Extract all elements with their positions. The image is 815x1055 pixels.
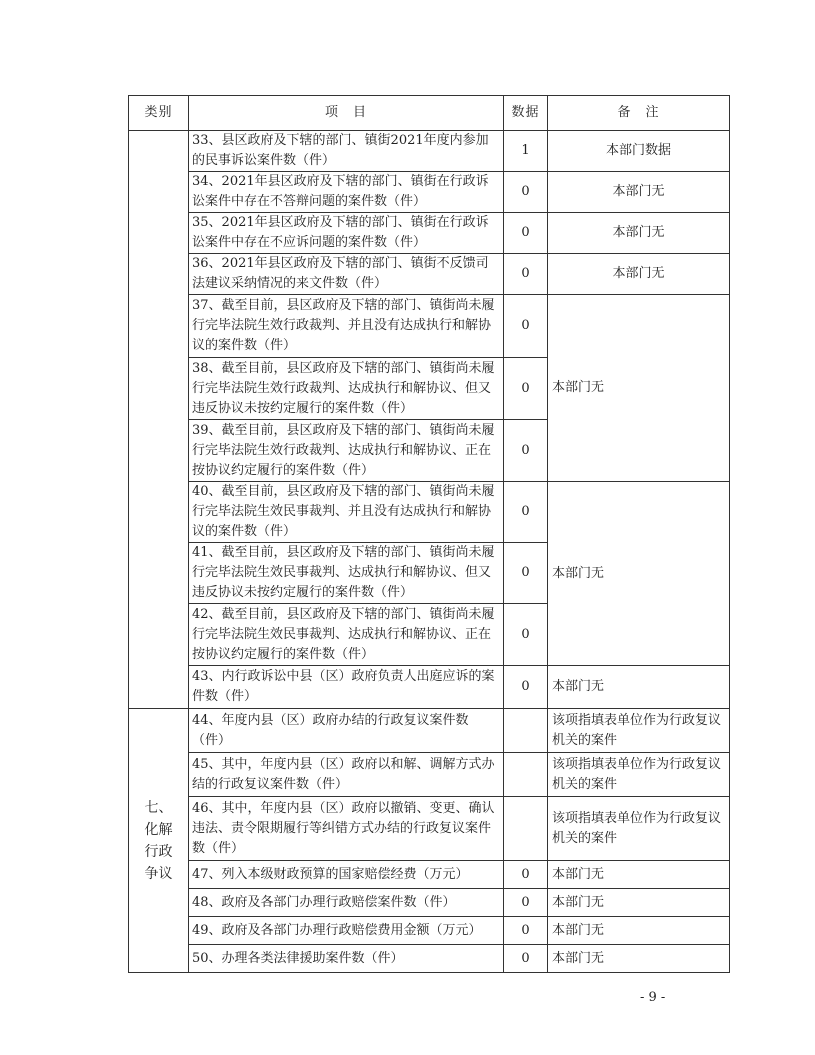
table-row [129, 709, 730, 753]
row-value: 0 [504, 482, 548, 543]
table-row [129, 254, 730, 295]
merged-note-37-39: 本部门无 [548, 295, 730, 482]
row-item: 42、截至目前，县区政府及下辖的部门、镇街尚未履行完毕法院生效民事裁判、达成执行和解协议、正在按协议约定履行的案件数（件） [189, 604, 504, 666]
row-value: 1 [504, 131, 548, 172]
row-item: 35、2021年县区政府及下辖的部门、镇街在行政诉讼案件中存在不应诉问题的案件数（件） [189, 213, 504, 254]
row-value: 0 [504, 917, 548, 945]
row-value: 0 [504, 295, 548, 358]
row-note: 该项指填表单位作为行政复议机关的案件 [548, 709, 730, 753]
row-value [504, 753, 548, 797]
row-item: 46、其中，年度内县（区）政府以撤销、变更、确认违法、责令限期履行等纠错方式办结的行政复议案件数（件） [189, 797, 504, 861]
category-cell-7 [129, 709, 189, 973]
row-item: 47、列入本级财政预算的国家赔偿经费（万元） [189, 861, 504, 889]
row-item: 44、年度内县（区）政府办结的行政复议案件数（件） [189, 709, 504, 753]
row-value: 0 [504, 543, 548, 604]
row-value: 0 [504, 420, 548, 482]
header-note: 备 注 [548, 96, 730, 131]
table-row [129, 861, 730, 889]
table-row [129, 213, 730, 254]
row-item: 41、截至目前，县区政府及下辖的部门、镇街尚未履行完毕法院生效民事裁判、达成执行和解协议、但又违反协议未按约定履行的案件数（件） [189, 543, 504, 604]
row-item: 49、政府及各部门办理行政赔偿费用金额（万元） [189, 917, 504, 945]
row-value [504, 797, 548, 861]
row-value [504, 709, 548, 753]
row-value: 0 [504, 213, 548, 254]
row-value: 0 [504, 945, 548, 973]
row-item: 37、截至目前，县区政府及下辖的部门、镇街尚未履行完毕法院生效行政裁判、并且没有达成执行和解协议的案件数（件） [189, 295, 504, 358]
row-item: 43、内行政诉讼中县（区）政府负责人出庭应诉的案件数（件） [189, 666, 504, 709]
row-note: 该项指填表单位作为行政复议机关的案件 [548, 797, 730, 861]
table-row [129, 945, 730, 973]
row-item: 50、办理各类法律援助案件数（件） [189, 945, 504, 973]
row-value: 0 [504, 604, 548, 666]
row-value: 0 [504, 861, 548, 889]
header-item: 项 目 [189, 96, 504, 131]
row-note: 本部门无 [548, 213, 730, 254]
table-row [129, 666, 730, 709]
table-header-row [129, 96, 730, 131]
row-value: 0 [504, 254, 548, 295]
table-row [129, 917, 730, 945]
category-label-7: 七、化解行政争议 [144, 799, 173, 882]
row-item: 48、政府及各部门办理行政赔偿案件数（件） [189, 889, 504, 917]
row-item: 36、2021年县区政府及下辖的部门、镇街不反馈司法建议采纳情况的来文件数（件） [189, 254, 504, 295]
row-note: 本部门无 [548, 945, 730, 973]
header-value: 数据 [504, 96, 548, 131]
row-value: 0 [504, 358, 548, 420]
row-item: 33、县区政府及下辖的部门、镇街2021年度内参加的民事诉讼案件数（件） [189, 131, 504, 172]
row-item: 34、2021年县区政府及下辖的部门、镇街在行政诉讼案件中存在不答辩问题的案件数（件） [189, 172, 504, 213]
row-item: 40、截至目前，县区政府及下辖的部门、镇街尚未履行完毕法院生效民事裁判、并且没有达成执行和解协议的案件数（件） [189, 482, 504, 543]
row-note: 本部门数据 [548, 131, 730, 172]
row-note: 该项指填表单位作为行政复议机关的案件 [548, 753, 730, 797]
category-cell-continued [129, 131, 189, 709]
table-row [129, 172, 730, 213]
page-number: - 9 - [640, 990, 666, 1005]
row-value: 0 [504, 889, 548, 917]
row-value: 0 [504, 666, 548, 709]
table-row [129, 889, 730, 917]
row-note: 本部门无 [548, 889, 730, 917]
table-row [129, 131, 730, 172]
table-row [129, 295, 730, 358]
row-item: 45、其中，年度内县（区）政府以和解、调解方式办结的行政复议案件数（件） [189, 753, 504, 797]
row-note: 本部门无 [548, 666, 730, 709]
row-note: 本部门无 [548, 254, 730, 295]
table-row [129, 797, 730, 861]
table-row [129, 753, 730, 797]
row-note: 本部门无 [548, 861, 730, 889]
row-note: 本部门无 [548, 172, 730, 213]
row-note: 本部门无 [548, 917, 730, 945]
statistics-table [128, 95, 730, 973]
table-row [129, 482, 730, 543]
row-item: 39、截至目前，县区政府及下辖的部门、镇街尚未履行完毕法院生效行政裁判、达成执行和解协议、正在按协议约定履行的案件数（件） [189, 420, 504, 482]
row-value: 0 [504, 172, 548, 213]
header-category: 类别 [129, 96, 189, 131]
row-item: 38、截至目前，县区政府及下辖的部门、镇街尚未履行完毕法院生效行政裁判、达成执行和解协议、但又违反协议未按约定履行的案件数（件） [189, 358, 504, 420]
merged-note-40-42: 本部门无 [548, 482, 730, 666]
